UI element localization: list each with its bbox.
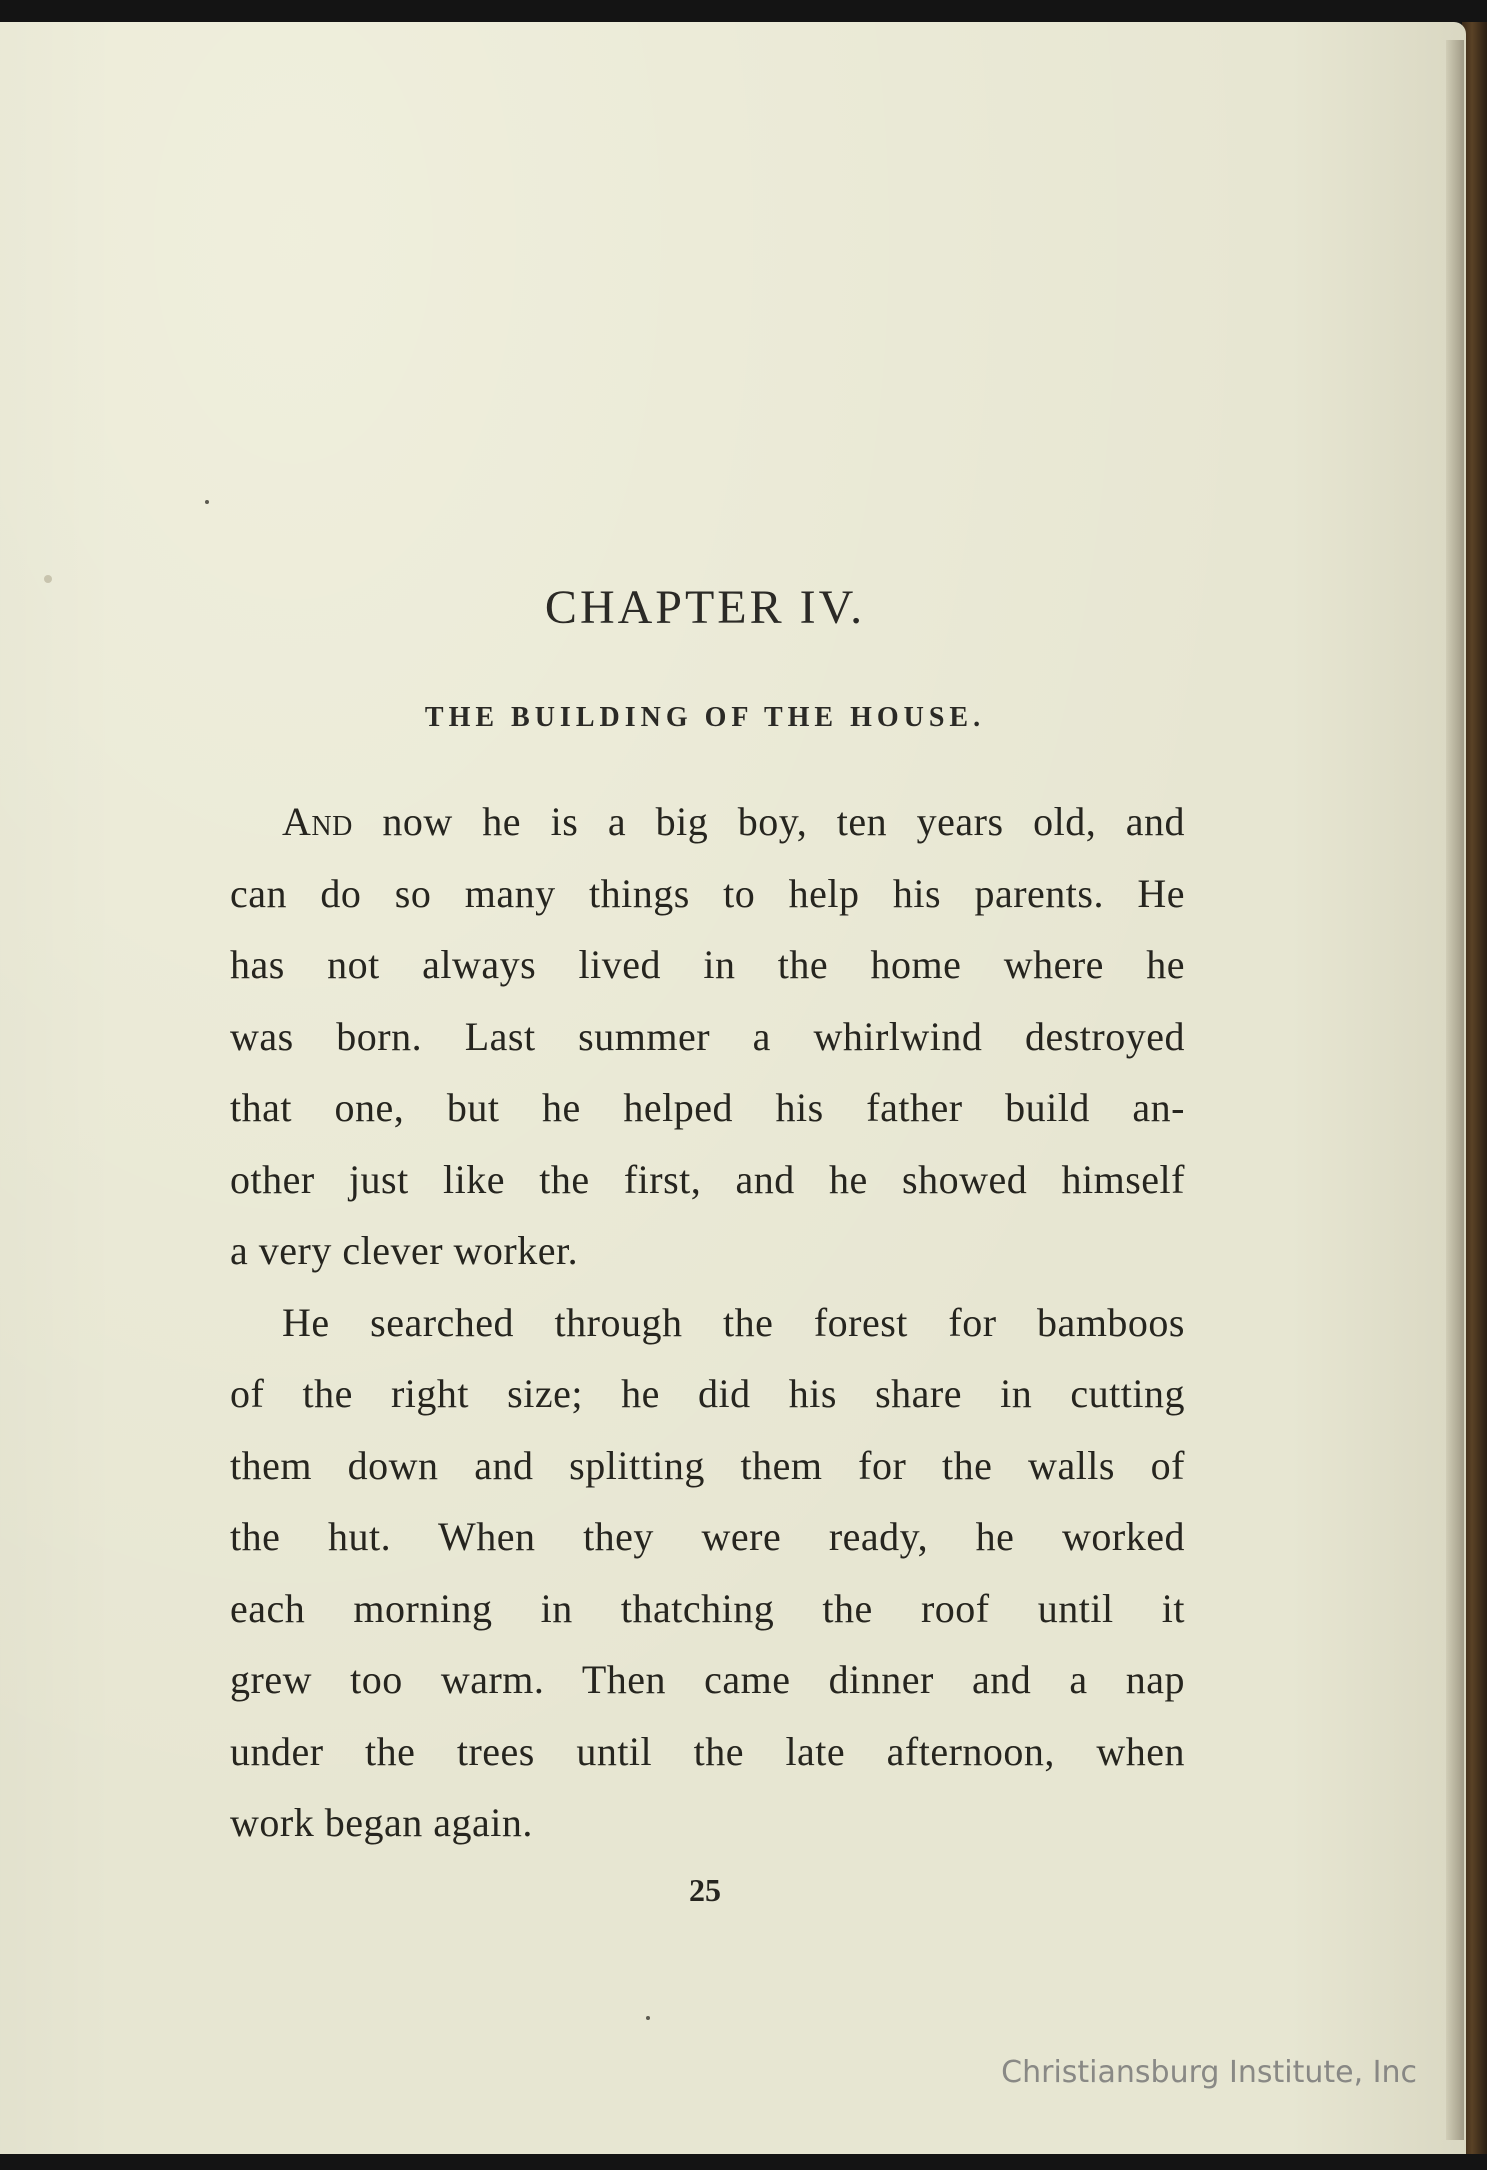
text-line: of the right size; he did his share in cutting bbox=[230, 1371, 1185, 1416]
chapter-title: CHAPTER IV. bbox=[544, 581, 866, 634]
paper-speck bbox=[646, 2016, 650, 2020]
text-line: was born. Last summer a whirlwind destroyed bbox=[230, 1013, 1185, 1059]
text-line: work began again. bbox=[230, 1800, 533, 1845]
text-line: under the trees until the late afternoon, when bbox=[230, 1728, 1185, 1774]
page-edge-shadow bbox=[1446, 40, 1464, 2140]
text-line: them down and splitting them for the walls of bbox=[230, 1442, 1185, 1488]
text-line: grew too warm. Then came dinner and a nap bbox=[230, 1657, 1185, 1702]
drop-lead-word: And bbox=[282, 799, 353, 844]
text-line: each morning in thatching the roof until it bbox=[230, 1585, 1185, 1631]
text-line: that one, but he helped his father build an- bbox=[230, 1085, 1185, 1130]
watermark-text: Christiansburg Institute, Inc bbox=[1001, 2055, 1417, 2090]
text-line: He searched through the forest for bamboos bbox=[282, 1299, 1185, 1345]
text-line: And now he is a big boy, ten years old, and bbox=[282, 799, 1185, 844]
text-line: can do so many things to help his parents. He bbox=[230, 870, 1185, 916]
text-line: the hut. When they were ready, he worked bbox=[230, 1514, 1185, 1559]
chapter-subtitle: THE BUILDING OF THE HOUSE. bbox=[424, 702, 986, 733]
page-number: 25 bbox=[689, 1872, 721, 1908]
text-line: a very clever worker. bbox=[230, 1228, 579, 1273]
text-line: has not always lived in the home where he bbox=[230, 942, 1185, 987]
paper-speck bbox=[205, 500, 209, 504]
chapter-body bbox=[230, 786, 1185, 1859]
text-line: other just like the first, and he showed himself bbox=[230, 1156, 1185, 1202]
